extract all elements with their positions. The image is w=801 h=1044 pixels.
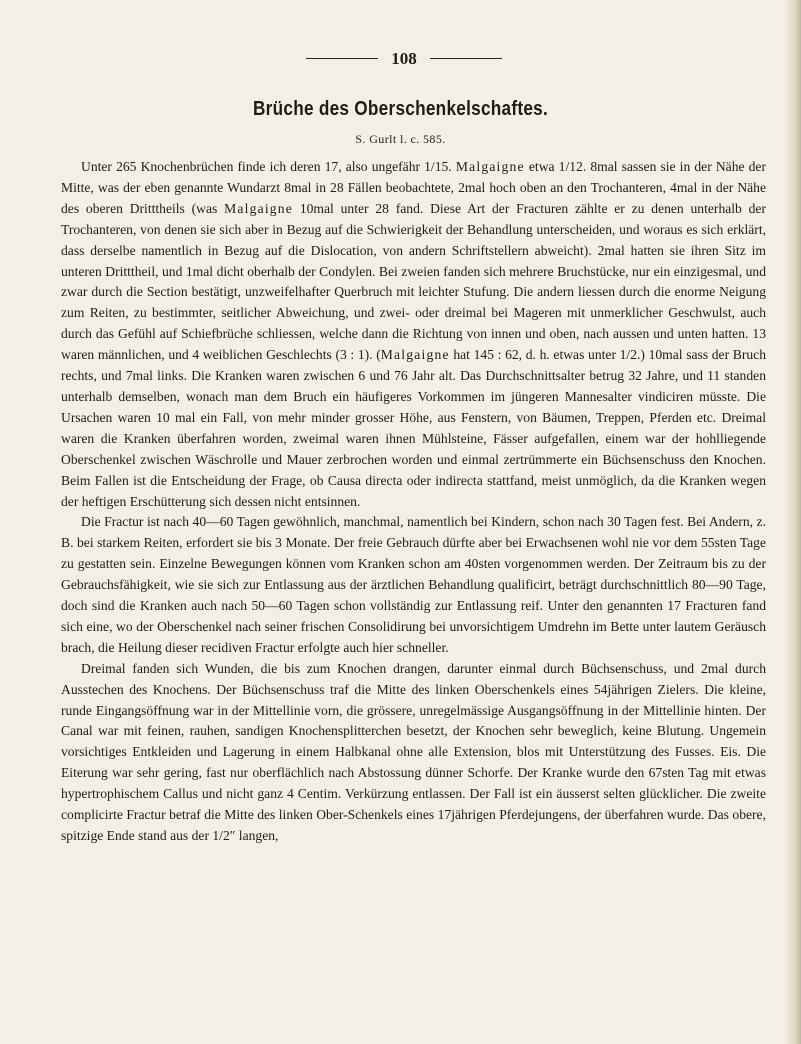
paragraph-text: Die Fractur ist nach 40—60 Tagen gewöhnlich, manchmal, namentlich bei Kindern, schon nach 30 Tagen fest. Bei Andern, z. B. bei starkem Reiten, erfordert sie bis 3 Monate. Der freie Gebrauch dürfte aber bei Erwachsenen wohl nie vor dem 55sten Tage zu gestatten sein. Einzelne Bewegungen können vom Kranken schon am 40sten vorgenommen werden. Der Zeitraum bis zu der Gebrauchsfähigkeit, wie sie sich zur Entlassung aus der ärztlichen Behandlung qualificirt, beträgt durchschnittlich 80—90 Tage, doch sind die Kranken auch nach 50—60 Tagen schon vollständig zur Entlassung reif. Unter den genannten 17 Fracturen fand sich eine, wo der Oberschenkel nach seiner frischen Consolidirung bei unvorsichtigem Umdrehn im Bette unter lautem Geräusch brach, die Heilung dieser recidiven Fractur erfolgte auch hier schneller. bbox=[61, 514, 766, 655]
header-rule-right bbox=[430, 58, 502, 59]
body-text bbox=[61, 157, 766, 847]
paragraph bbox=[61, 157, 766, 512]
author-name: Malgaigne bbox=[380, 347, 450, 363]
paragraph-text: hat 145 : 62, d. h. etwas unter 1/2.) 10mal sass der Bruch rechts, und 7mal links. Die Kranken waren zwischen 6 und 76 Jahr alt. Das Durchschnittsalter betrug 32 Jahre, und 11 standen unterhalb demselben, wonach man dem Bruch ein häufigeres Vorkommen im jüngeren Mannesalter vindiciren müsste. Die Ursachen waren 10 mal ein Fall, von mehr minder grosser Höhe, aus Fenstern, von Bäumen, Treppen, Pferden etc. Dreimal waren die Kranken überfahren worden, zweimal waren ihnen Mühlsteine, Fässer aufgefallen, einem war der hohlliegende Oberschenkel zwischen Wäschrolle und Mauer zerbrochen worden und einmal zertrümmerte ein Büchsenschuss den Knochen. Beim Fallen ist die Entscheidung der Frage, ob Causa directa oder indirecta stattfand, meist unmöglich, da die Kranken wegen der heftigen Erschütterung sich dessen nicht entsinnen. bbox=[61, 347, 766, 509]
paragraph-text: etwa 1/12. 8mal sassen sie in der Nähe der Mitte, was der eben genannte Wundarzt 8mal in 28 Fällen beobachtete, 2mal hoch oben an den Trochanteren, 4mal in der Nähe des oberen Dritttheils (was bbox=[61, 159, 766, 216]
paragraph-text: Dreimal fanden sich Wunden, die bis zum Knochen drangen, darunter einmal durch Büchsenschuss, und 2mal durch Ausstechen des Knochens. Der Büchsenschuss traf die Mitte des linken Oberschenkels eines 54jährigen Zielers. Die kleine, runde Eingangsöffnung war in der Mittellinie vorn, die grössere, unregelmässige Ausgangsöffnung in der Mittellinie hinten. Der Canal war mit feinen, rauhen, sandigen Knochensplitterchen besetzt, der Knochen sehr beweglich, keine Blutung. Ungemein vorsichtiges Entkleiden und Lagerung in einem Halbkanal ohne alle Extension, blos mit Unterstützung des Fusses. Eis. Die Eiterung war sehr gering, fast nur oberflächlich nach Abstossung dünner Schorfe. Der Kranke wurde den 67sten Tag mit etwas hypertrophischem Callus und nicht ganz 4 Centim. Verkürzung entlassen. Der Fall ist ein äusserst selten glücklicher. Die zweite complicirte Fractur betraf die Mitte des linken Ober-Schenkels eines 17jährigen Pferdejungens, der überfahren wurde. Das obere, spitzige Ende stand aus der 1/2″ langen, bbox=[61, 660, 766, 843]
author-name: Malgaigne bbox=[224, 200, 294, 216]
section-title: Brüche des Oberschenkelschaftes. bbox=[252, 98, 549, 120]
paragraph bbox=[61, 512, 766, 658]
paragraph-text: 10mal unter 28 fand. Diese Art der Fracturen zählte er zu denen unterhalb der Trochanteren, von denen sie sich aber in Bezug auf die Schwierigkeit der Behandlung unterscheiden, und woraus es sich erklärt, dass derselbe namentlich in Bezug auf die Dislocation, von andern Schriftstellern abweicht). 2mal hatten sie ihren Sitz im unteren Dritttheil, und 1mal dicht oberhalb der Condylen. Bei zweien fanden sich mehrere Bruchstücke, nur ein einzigesmal, und zwar durch die Section bestätigt, unzweifelhafter Querbruch mit leichter Stufung. Die andern liessen durch die enorme Neigung zum Reiten, zu bestimmter, seitlicher Abweichung, und zwei- oder dreimal bei Mageren mit unmerklicher Geschwulst, auch durch das Gefühl auf Schiefbrüche schliessen, welche dann die Richtung von innen und oben, nach aussen und unten hatten. 13 waren männlichen, und 4 weiblichen Geschlechts (3 : 1). ( bbox=[61, 200, 766, 363]
paragraph bbox=[61, 659, 766, 847]
author-name: Malgaigne bbox=[455, 159, 525, 174]
source-citation: S. Gurlt l. c. 585. bbox=[355, 132, 446, 146]
paragraph-text: Unter 265 Knochenbrüchen finde ich deren 17, also ungefähr 1/15. bbox=[81, 159, 456, 174]
page-edge-shadow bbox=[785, 0, 801, 1044]
page-header bbox=[0, 50, 801, 70]
header-rule-left bbox=[306, 58, 378, 59]
page-number: 108 bbox=[391, 49, 417, 68]
